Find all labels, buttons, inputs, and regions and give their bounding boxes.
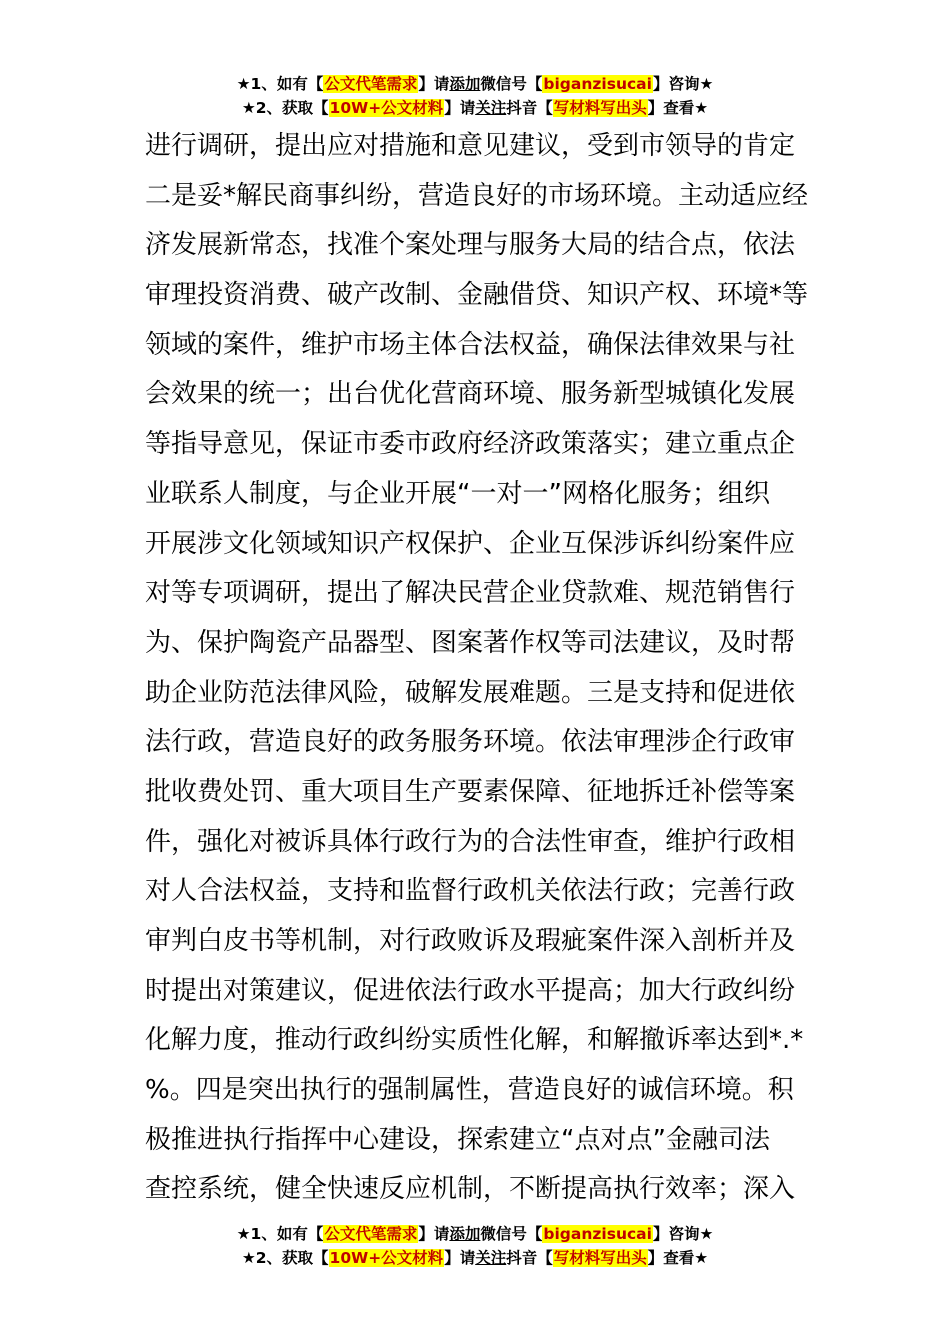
- body-line: 对等专项调研，提出了解决民营企业贷款难、规范销售行: [145, 578, 796, 609]
- highlight-douyin: 写材料写出头: [553, 99, 647, 117]
- banner-text: 】请: [444, 1249, 476, 1267]
- body-line: 进行调研，提出应对措施和意见建议，受到市领导的肯定: [145, 131, 796, 161]
- banner-line-1: [0, 1222, 950, 1246]
- banner-text: 抖音【: [506, 99, 553, 117]
- banner-text: 】查看★: [647, 99, 709, 117]
- banner-line-1: [0, 72, 950, 96]
- body-line: 二是妥*解民商事纠纷，营造良好的市场环境。主动适应经: [145, 180, 809, 211]
- banner-underline-add: 添加: [449, 1225, 481, 1243]
- banner-text: 微信号【: [480, 1225, 543, 1243]
- highlight-ghostwriting: 公文代笔需求: [324, 75, 418, 93]
- body-line: 时提出对策建议，促进依法行政水平提高；加大行政纠纷: [145, 975, 796, 1006]
- banner-underline-follow: 关注: [475, 1249, 507, 1267]
- body-line: 审判白皮书等机制，对行政败诉及瑕疵案件深入剖析并及: [145, 926, 796, 956]
- body-line: 会效果的统一；出台优化营商环境、服务新型城镇化发展: [145, 379, 796, 410]
- body-line: 领域的案件，维护市场主体合法权益，确保法律效果与社: [145, 329, 796, 360]
- body-line: 对人合法权益，支持和监督行政机关依法行政；完善行政: [145, 876, 796, 907]
- body-line: 批收费处罚、重大项目生产要素保障、征地拆迁补偿等案: [145, 776, 796, 807]
- banner-underline-follow: 关注: [475, 99, 507, 117]
- highlight-materials: 10W+公文材料: [329, 1249, 444, 1267]
- banner-text: 微信号【: [480, 75, 543, 93]
- banner-text: ★2、获取【: [241, 99, 329, 117]
- banner-text: ★2、获取【: [241, 1249, 329, 1267]
- highlight-douyin: 写材料写出头: [553, 1249, 647, 1267]
- header-banner: [0, 72, 950, 120]
- body-line: 等指导意见，保证市委市政府经济政策落实；建立重点企: [145, 429, 796, 460]
- highlight-wechat-id: biganzisucai: [543, 75, 652, 93]
- body-line: 济发展新常态，找准个案处理与服务大局的结合点，依法: [145, 230, 796, 261]
- body-line: 查控系统，健全快速反应机制，不断提高执行效率；深入: [145, 1174, 796, 1205]
- document-body: [145, 122, 815, 1215]
- body-line: 极推进执行指挥中心建设，探索建立“点对点”金融司法: [145, 1124, 770, 1155]
- body-line: 为、保护陶瓷产品器型、图案著作权等司法建议，及时帮: [145, 627, 796, 658]
- banner-line-2: [0, 96, 950, 120]
- banner-text: 】查看★: [647, 1249, 709, 1267]
- footer-banner: [0, 1222, 950, 1270]
- banner-text: ★1、如有【: [236, 1225, 324, 1243]
- banner-text: 】请: [418, 75, 450, 93]
- banner-text: 】咨询★: [652, 1225, 714, 1243]
- body-line: 法行政，营造良好的政务服务环境。依法审理涉企行政审: [145, 727, 796, 758]
- highlight-ghostwriting: 公文代笔需求: [324, 1225, 418, 1243]
- body-line: 化解力度，推动行政纠纷实质性化解，和解撤诉率达到*.*: [145, 1025, 804, 1056]
- body-line: 审理投资消费、破产改制、金融借贷、知识产权、环境*等: [145, 280, 809, 311]
- body-line: 助企业防范法律风险，破解发展难题。三是支持和促进依: [145, 677, 796, 708]
- banner-text: ★1、如有【: [236, 75, 324, 93]
- banner-text: 】请: [418, 1225, 450, 1243]
- banner-text: 】咨询★: [652, 75, 714, 93]
- banner-underline-add: 添加: [449, 75, 481, 93]
- body-line: 开展涉文化领域知识产权保护、企业互保涉诉纠纷案件应: [145, 528, 796, 559]
- highlight-wechat-id: biganzisucai: [543, 1225, 652, 1243]
- banner-line-2: [0, 1246, 950, 1270]
- body-line: %。四是突出执行的强制属性，营造良好的诚信环境。积: [145, 1075, 794, 1106]
- banner-text: 抖音【: [506, 1249, 553, 1267]
- banner-text: 】请: [444, 99, 476, 117]
- highlight-materials: 10W+公文材料: [329, 99, 444, 117]
- body-line: 件，强化对被诉具体行政行为的合法性审查，维护行政相: [145, 826, 796, 857]
- body-line: 业联系人制度，与企业开展“一对一”网格化服务；组织: [145, 478, 770, 509]
